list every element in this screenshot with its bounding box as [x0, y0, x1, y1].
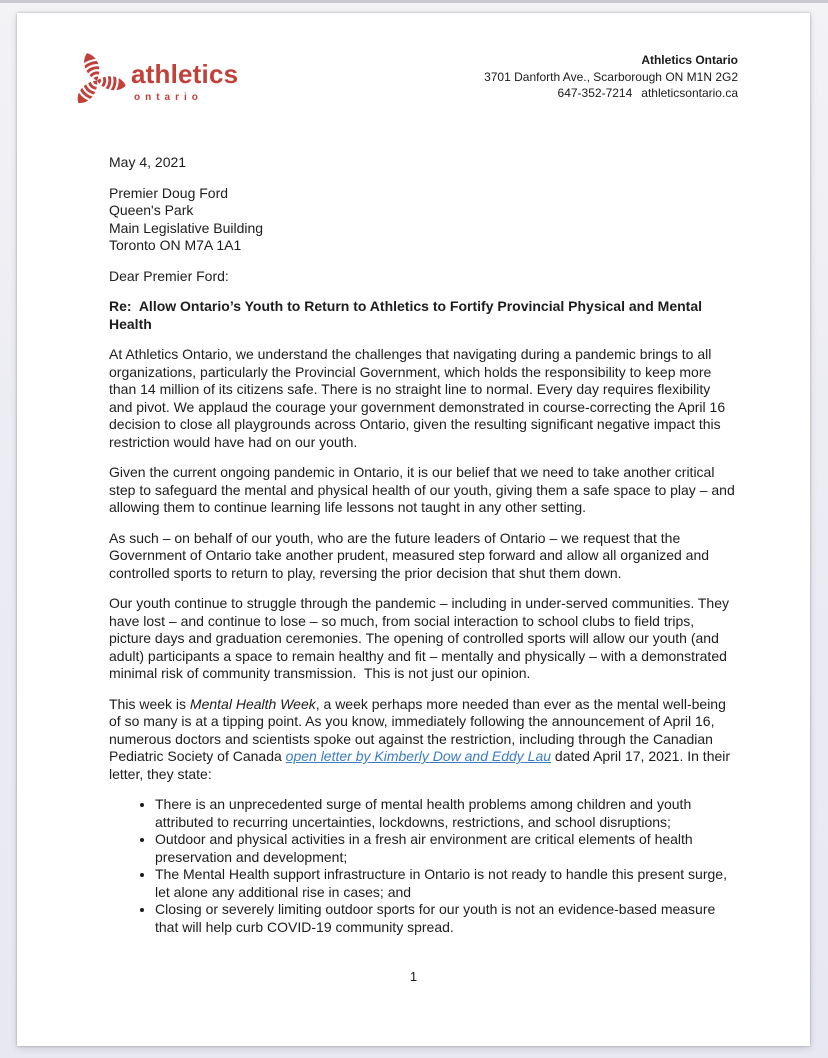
org-phone: 647-352-7214 [557, 86, 633, 100]
paragraph-4: Our youth continue to struggle through the pandemic – including in under-served communities. They have lost – and continue to lose – so much, from social interaction to school clubs to field trips, picture days and graduation ceremonies. The opening of controlled sports will allow our youth (and adult) participants a space to remain healthy and fit – mentally and physically – with a demonstrated minimal risk of community transmission. This is not just our opinion. [109, 595, 729, 681]
bullet-item: • There is an unprecedented surge of mental health problems among children and youth attributed to recurring uncertainties, lockdowns, restrictions, and school disruptions; [155, 796, 737, 831]
org-website: athleticsontario.ca [641, 86, 738, 100]
bullet-item: • Closing or severely limiting outdoor sports for our youth is not an evidence-based measure that will help curb COVID-19 community spread. [155, 901, 737, 936]
recipient-line: Toronto ON M7A 1A1 [109, 237, 242, 253]
letter-date: May 4, 2021 [109, 154, 187, 170]
org-contact-line [484, 85, 738, 102]
subject-line: Re: Allow Ontario’s Youth to Return to Athletics to Fortify Provincial Physical and Mental Health [109, 298, 702, 332]
org-address: 3701 Danforth Ave., Scarborough ON M1N 2G2 [484, 69, 738, 84]
letter-page [17, 13, 810, 1046]
paragraph-1: At Athletics Ontario, we understand the challenges that navigating during a pandemic brings to all organizations, particularly the Provincial Government, which holds the responsibility to keep more than 14 million of its citizens safe. There is no straight line to normal. Every day requires flexibility and pivot. We applaud the courage your government demonstrated in course-correcting the April 16 decision to close all playgrounds across Ontario, given the resulting significant negative impact this restriction would have had on our youth. [109, 346, 726, 450]
paragraph-3: As such – on behalf of our youth, who are the future leaders of Ontario – we request that the Government of Ontario take another prudent, measured step forward and allow all organized and controlled sports to return to play, reversing the prior decision that shut them down. [109, 529, 710, 581]
logo-subtitle: ontario [134, 92, 203, 103]
athletics-ontario-logo [67, 47, 238, 109]
window-top-edge [0, 0, 828, 3]
trillium-ripple-icon [67, 47, 127, 109]
paragraph-2: Given the current ongoing pandemic in Ontario, it is our belief that we need to take another critical step to safeguard the mental and physical health of our youth, giving them a safe space to play – and allowing them to continue learning life lessons not taught in any other setting. [109, 464, 735, 515]
bullet-list [109, 796, 737, 936]
page-number: 1 [409, 969, 418, 984]
logo-wordmark [131, 61, 238, 109]
recipient-address [109, 185, 737, 255]
paragraph-5-text: This week is [109, 695, 190, 712]
open-letter-hyperlink[interactable]: open letter by Kimberly Dow and Eddy Lau [285, 748, 552, 764]
letterhead-contact-block [484, 47, 738, 102]
paragraph-5-text: , a week perhaps more needed than ever as the mental well-being of so many is at a tipping point. As you know, immediately following the announcement of April 16, numerous doctors and scientists spoke out against the restriction, including through the Canadian Pediatric Society of Canada [109, 695, 726, 764]
letter-body [109, 154, 737, 936]
recipient-line: Queen's Park [109, 202, 194, 218]
letterhead [67, 47, 738, 109]
org-name: Athletics Ontario [641, 53, 738, 67]
bullet-item: • Outdoor and physical activities in a fresh air environment are critical elements of health preservation and development; [155, 831, 737, 866]
paragraph-5 [109, 696, 737, 784]
salutation: Dear Premier Ford: [109, 267, 229, 284]
recipient-line: Premier Doug Ford [109, 184, 229, 201]
mental-health-week-emphasis: Mental Health Week [189, 695, 316, 712]
paragraph-5-text: dated April 17, 2021. In their letter, they state: [109, 748, 731, 782]
bullet-item: • The Mental Health support infrastructure in Ontario is not ready to handle this present surge, let alone any additional rise in cases; and [155, 866, 737, 901]
recipient-line: Main Legislative Building [109, 219, 264, 236]
logo-name: athletics [131, 59, 239, 89]
